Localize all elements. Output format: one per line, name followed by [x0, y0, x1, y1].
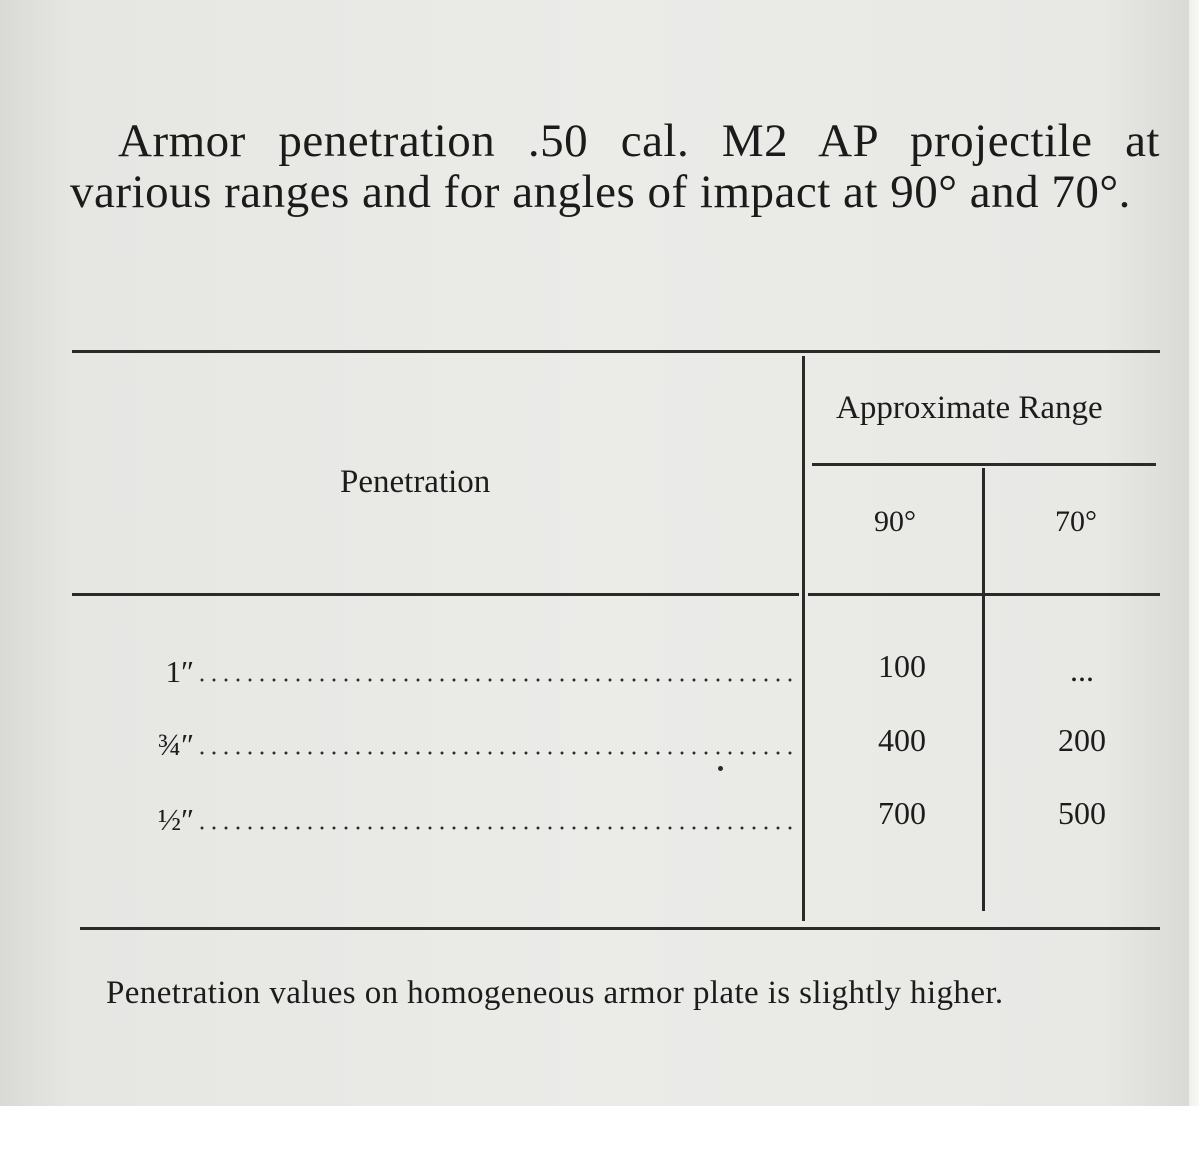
header-bottom-rule-left	[72, 593, 799, 596]
range-90-cell: 400	[878, 722, 926, 758]
dot-leader	[196, 678, 796, 682]
table-caption: Armor penetration .50 cal. M2 AP projectile at various ranges and for angles of impact at 90° and 70°.	[70, 115, 1160, 218]
range-70-cell: 200	[1058, 722, 1106, 758]
footnote: Penetration values on homogeneous armor plate is slightly higher.	[106, 975, 1004, 1011]
table-row-label	[124, 798, 796, 838]
header-angle-90: 90°	[874, 505, 916, 538]
page-edge	[1189, 0, 1199, 1106]
thickness-label: ¾″	[157, 727, 194, 762]
column-divider-main	[802, 356, 805, 921]
dot-leader	[196, 751, 796, 755]
ink-speck	[718, 766, 723, 771]
range-70-cell: ...	[1070, 652, 1094, 688]
header-bottom-rule-right	[808, 593, 1160, 596]
table-row-label	[124, 650, 796, 690]
header-penetration: Penetration	[340, 464, 491, 500]
thickness-label: ½″	[157, 802, 194, 837]
column-divider-angle	[982, 468, 985, 911]
range-90-cell: 100	[878, 648, 926, 684]
table-bottom-rule	[80, 927, 1160, 930]
header-approximate-range: Approximate Range	[836, 390, 1103, 426]
thickness-label: 1″	[165, 654, 194, 689]
range-group-rule	[812, 463, 1156, 466]
table-top-rule	[72, 350, 1160, 353]
range-90-cell: 700	[878, 795, 926, 831]
header-angle-70: 70°	[1055, 505, 1097, 538]
dot-leader	[196, 826, 796, 830]
range-70-cell: 500	[1058, 795, 1106, 831]
table-row-label	[124, 723, 796, 763]
